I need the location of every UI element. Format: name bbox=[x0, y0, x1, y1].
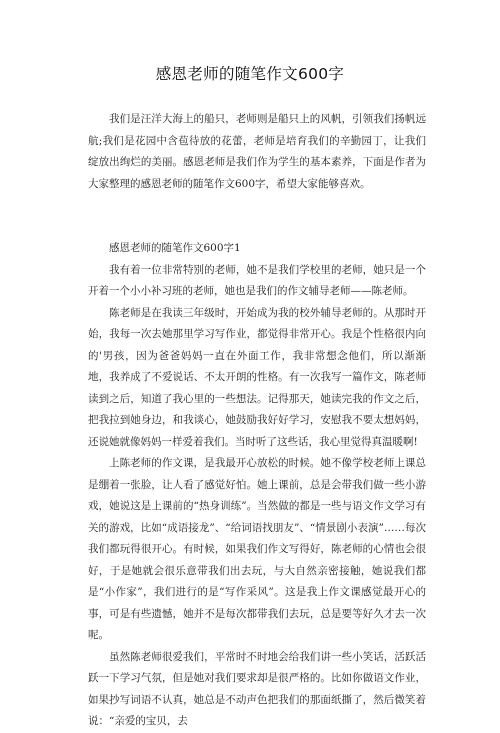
section-spacer bbox=[88, 195, 426, 238]
body-paragraph: 陈老师是在我读三年级时，开始成为我的校外辅导老师的。从那时开始，我每一次去她那里学习写作业，都觉得非常开心。我是个性格很内向的'男孩，因为爸爸妈妈一直在外面工作，我非常想念他们，所以渐渐地，我养成了不爱说话、不太开朗的性格。有一次我写一篇作文，陈老师读到之后，知道了我心里的一些想法。记得那天，她读完我的作文之后，把我拉到她身边，和我谈心，她鼓励我好好学习，安慰我不要太想妈妈，还说她就像妈妈一样爱着我们。当时听了这些话，我心里觉得真温暖啊! bbox=[88, 306, 426, 448]
body-paragraph: 虽然陈老师很爱我们，平常时不时地会给我们讲一些小笑话，活跃活跃一下学习气氛，但是她对我们要求却是很严格的。比如你做语文作业，如果抄写词语不认真，她总是不动声色把我们的那面纸撕了，然后微笑着说：“亲爱的宝贝，去 bbox=[88, 650, 426, 727]
section-heading: 感恩老师的随笔作文600字1 bbox=[109, 242, 241, 254]
article-body bbox=[88, 109, 426, 733]
page-title: 感恩老师的随笔作文600字 bbox=[155, 65, 345, 83]
body-paragraph: 我有着一位非常特别的老师，她不是我们学校里的老师，她只是一个开着一个小小补习班的老师，她也是我们的作文辅导老师——陈老师。 bbox=[88, 263, 426, 297]
intro-paragraph: 我们是汪洋大海上的船只，老师则是船只上的风帆，引领我们扬帆远航;我们是花园中含苞待放的花蕾，老师是培育我们的辛勤园丁，让我们绽放出绚烂的美丽。感恩老师是我们作为学生的基本素养，下面是作者为大家整理的感恩老师的随笔作文600字，希望大家能够喜欢。 bbox=[88, 113, 426, 190]
body-paragraph: 上陈老师的作文课，是我最开心放松的时候。她不像学校老师上课总是绷着一张脸，让人看了感觉好怕。她上课前，总是会带我们做一些小游戏，她说这是上课前的“热身训练”。当然做的都是一些与语文作文学习有关的游戏，比如“成语接龙”、“给词语找朋友”、“情景剧小表演”……每次我们都玩得很开心。有时候，如果我们作文写得好，陈老师的心情也会很好，于是她就会很乐意带我们出去玩，与大自然亲密接触，她说我们都是“小作家”，我们进行的是“写作采风”。这是我上作文课感觉最开心的事，可是有些遗憾，她并不是每次都带我们去玩，总是要等好久才去一次呢。 bbox=[88, 457, 426, 641]
